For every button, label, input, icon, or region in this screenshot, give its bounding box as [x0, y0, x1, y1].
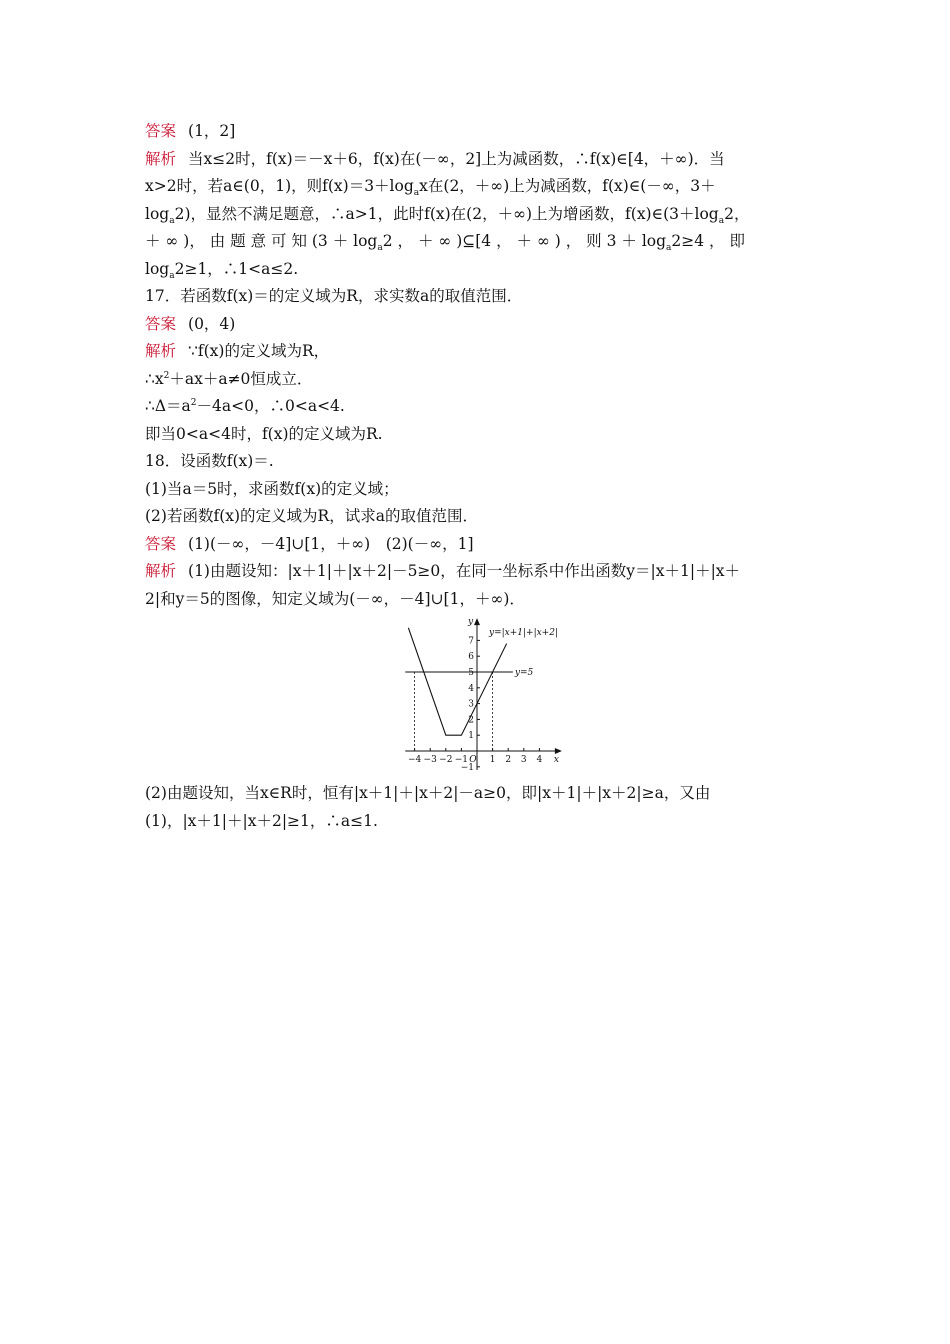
analysis-line-17-4 [145, 421, 807, 449]
y-tick-label: 4 [468, 683, 474, 694]
analysis-text: ∵f(x)的定义域为R， [188, 342, 330, 360]
x-tick-label: −4 [407, 755, 422, 765]
y-tick-label: 5 [468, 668, 474, 678]
y-tick-label: 3 [468, 699, 474, 710]
answer-text: (1，2] [188, 122, 236, 140]
y-axis-label: y [468, 617, 474, 628]
analysis-text: log [145, 204, 170, 223]
question-text: 18．设函数f(x)＝. [145, 452, 274, 470]
subscript: a [377, 243, 383, 254]
analysis-text: 2|和y＝5的图像，知定义域为(－∞，－4]∪[1，＋∞)． [145, 589, 525, 608]
x-tick-label: 4 [536, 755, 543, 765]
content-block [145, 118, 807, 613]
y-tick-label: 7 [468, 636, 474, 647]
analysis-text: x在(2，＋∞)上为减函数，f(x)∈(－∞，3＋ [419, 177, 716, 195]
question-17 [145, 283, 807, 311]
question-text: 17．若函数f(x)＝的定义域为R，求实数a的取值范围． [145, 287, 523, 305]
x-tick-label: −3 [423, 755, 437, 765]
analysis-line-17-1 [145, 338, 807, 366]
analysis-line-16-4 [145, 228, 807, 256]
answer-text: (0，4) [188, 314, 236, 333]
answer-tag: 答案 [145, 534, 177, 553]
series-label-abs: y=|x+1|+|x+2| [489, 627, 558, 638]
analysis-line-16-2 [145, 173, 807, 201]
analysis-text: －4a<0，∴0<a<4. [196, 397, 345, 415]
analysis-line-18-3 [145, 780, 807, 808]
subscript: a [413, 188, 420, 199]
analysis-line-18-1 [145, 558, 807, 586]
analysis-text: log [145, 259, 170, 278]
subscript: a [169, 270, 175, 281]
analysis-text: (1)由题设知：|x＋1|＋|x＋2|－5≥0，在同一坐标系中作出函数y＝|x＋1|＋|x＋ [188, 562, 741, 580]
analysis-tag: 解析 [145, 562, 177, 580]
analysis-text: 即当0<a<4时，f(x)的定义域为R. [145, 424, 383, 443]
analysis-text: 2)，显然不满足题意，∴a>1，此时f(x)在(2，＋∞)上为增函数，f(x)∈(3＋log [174, 204, 719, 223]
analysis-tag: 解析 [145, 149, 177, 168]
x-tick-label: −1 [454, 755, 469, 765]
subscript: a [666, 243, 672, 254]
y-tick-label: 6 [468, 652, 474, 663]
analysis-text: ∴Δ＝a [145, 397, 191, 415]
x-tick-label: 2 [505, 755, 512, 765]
x-axis-arrow [555, 748, 562, 754]
abs-function-line [408, 628, 506, 735]
analysis-line-18-2 [145, 586, 807, 614]
analysis-text: (1)，|x＋1|＋|x＋2|≥1，∴a≤1. [145, 811, 378, 830]
x-tick-label: 1 [489, 755, 496, 765]
answer-line-16 [145, 118, 807, 146]
analysis-text: 当x≤2时，f(x)＝－x＋6，f(x)在(－∞，2]上为减函数，∴f(x)∈[4，＋∞)．当 [188, 149, 725, 168]
analysis-text: 2≥4 ， 即 [671, 232, 745, 250]
analysis-line-16-1 [145, 146, 807, 174]
analysis-line-17-3 [145, 393, 807, 421]
x-axis-label: x [553, 755, 559, 765]
analysis-line-16-5 [145, 256, 807, 284]
continued-analysis [145, 780, 807, 835]
y-tick-label: 2 [468, 715, 474, 726]
answer-line-18 [145, 531, 807, 559]
analysis-text: 2≥1，∴1<a≤2. [174, 259, 299, 278]
analysis-text: ＋ ∞ )， 由 题 意 可 知 (3 ＋ log [145, 232, 378, 250]
analysis-text: ＋ax＋a≠0恒成立． [169, 369, 313, 388]
graph-svg [380, 617, 570, 775]
superscript: 2 [163, 370, 170, 381]
superscript: 2 [190, 397, 197, 408]
series-label-y5: y=5 [514, 668, 534, 678]
answer-tag: 答案 [145, 122, 177, 140]
answer-text: (1)(－∞，－4]∪[1，＋∞) (2)(－∞，1] [188, 534, 474, 553]
question-text: (1)当a＝5时，求函数f(x)的定义域； [145, 479, 399, 498]
x-tick-label: 3 [520, 755, 527, 765]
question-text: (2)若函数f(x)的定义域为R，试求a的取值范围． [145, 507, 478, 525]
graph-figure [380, 617, 570, 775]
analysis-line-17-2 [145, 366, 807, 394]
answer-tag: 答案 [145, 314, 177, 333]
analysis-text: 2， [724, 204, 750, 223]
question-18-part-1 [145, 476, 807, 504]
y-tick-label: −1 [460, 762, 474, 773]
y-tick-label: 1 [468, 731, 474, 742]
analysis-text: x>2时，若a∈(0，1)，则f(x)＝3＋log [145, 177, 414, 195]
question-18 [145, 448, 807, 476]
subscript: a [169, 215, 175, 226]
analysis-line-16-3 [145, 201, 807, 229]
subscript: a [718, 215, 725, 226]
x-tick-label: −2 [439, 755, 453, 765]
question-18-part-2 [145, 503, 807, 531]
y-axis-arrow [474, 618, 480, 625]
answer-line-17 [145, 311, 807, 339]
analysis-text: ∴x [145, 369, 164, 388]
analysis-tag: 解析 [145, 342, 177, 360]
x-tick-label: O [469, 755, 477, 765]
analysis-text: 2 ， ＋ ∞ )⊆[4 ， ＋ ∞ ) ， 则 3 ＋ log [382, 232, 667, 250]
analysis-line-18-4 [145, 808, 807, 836]
analysis-text: (2)由题设知，当x∈R时，恒有|x＋1|＋|x＋2|－a≥0，即|x＋1|＋|x＋2|≥a，又由 [145, 784, 711, 802]
